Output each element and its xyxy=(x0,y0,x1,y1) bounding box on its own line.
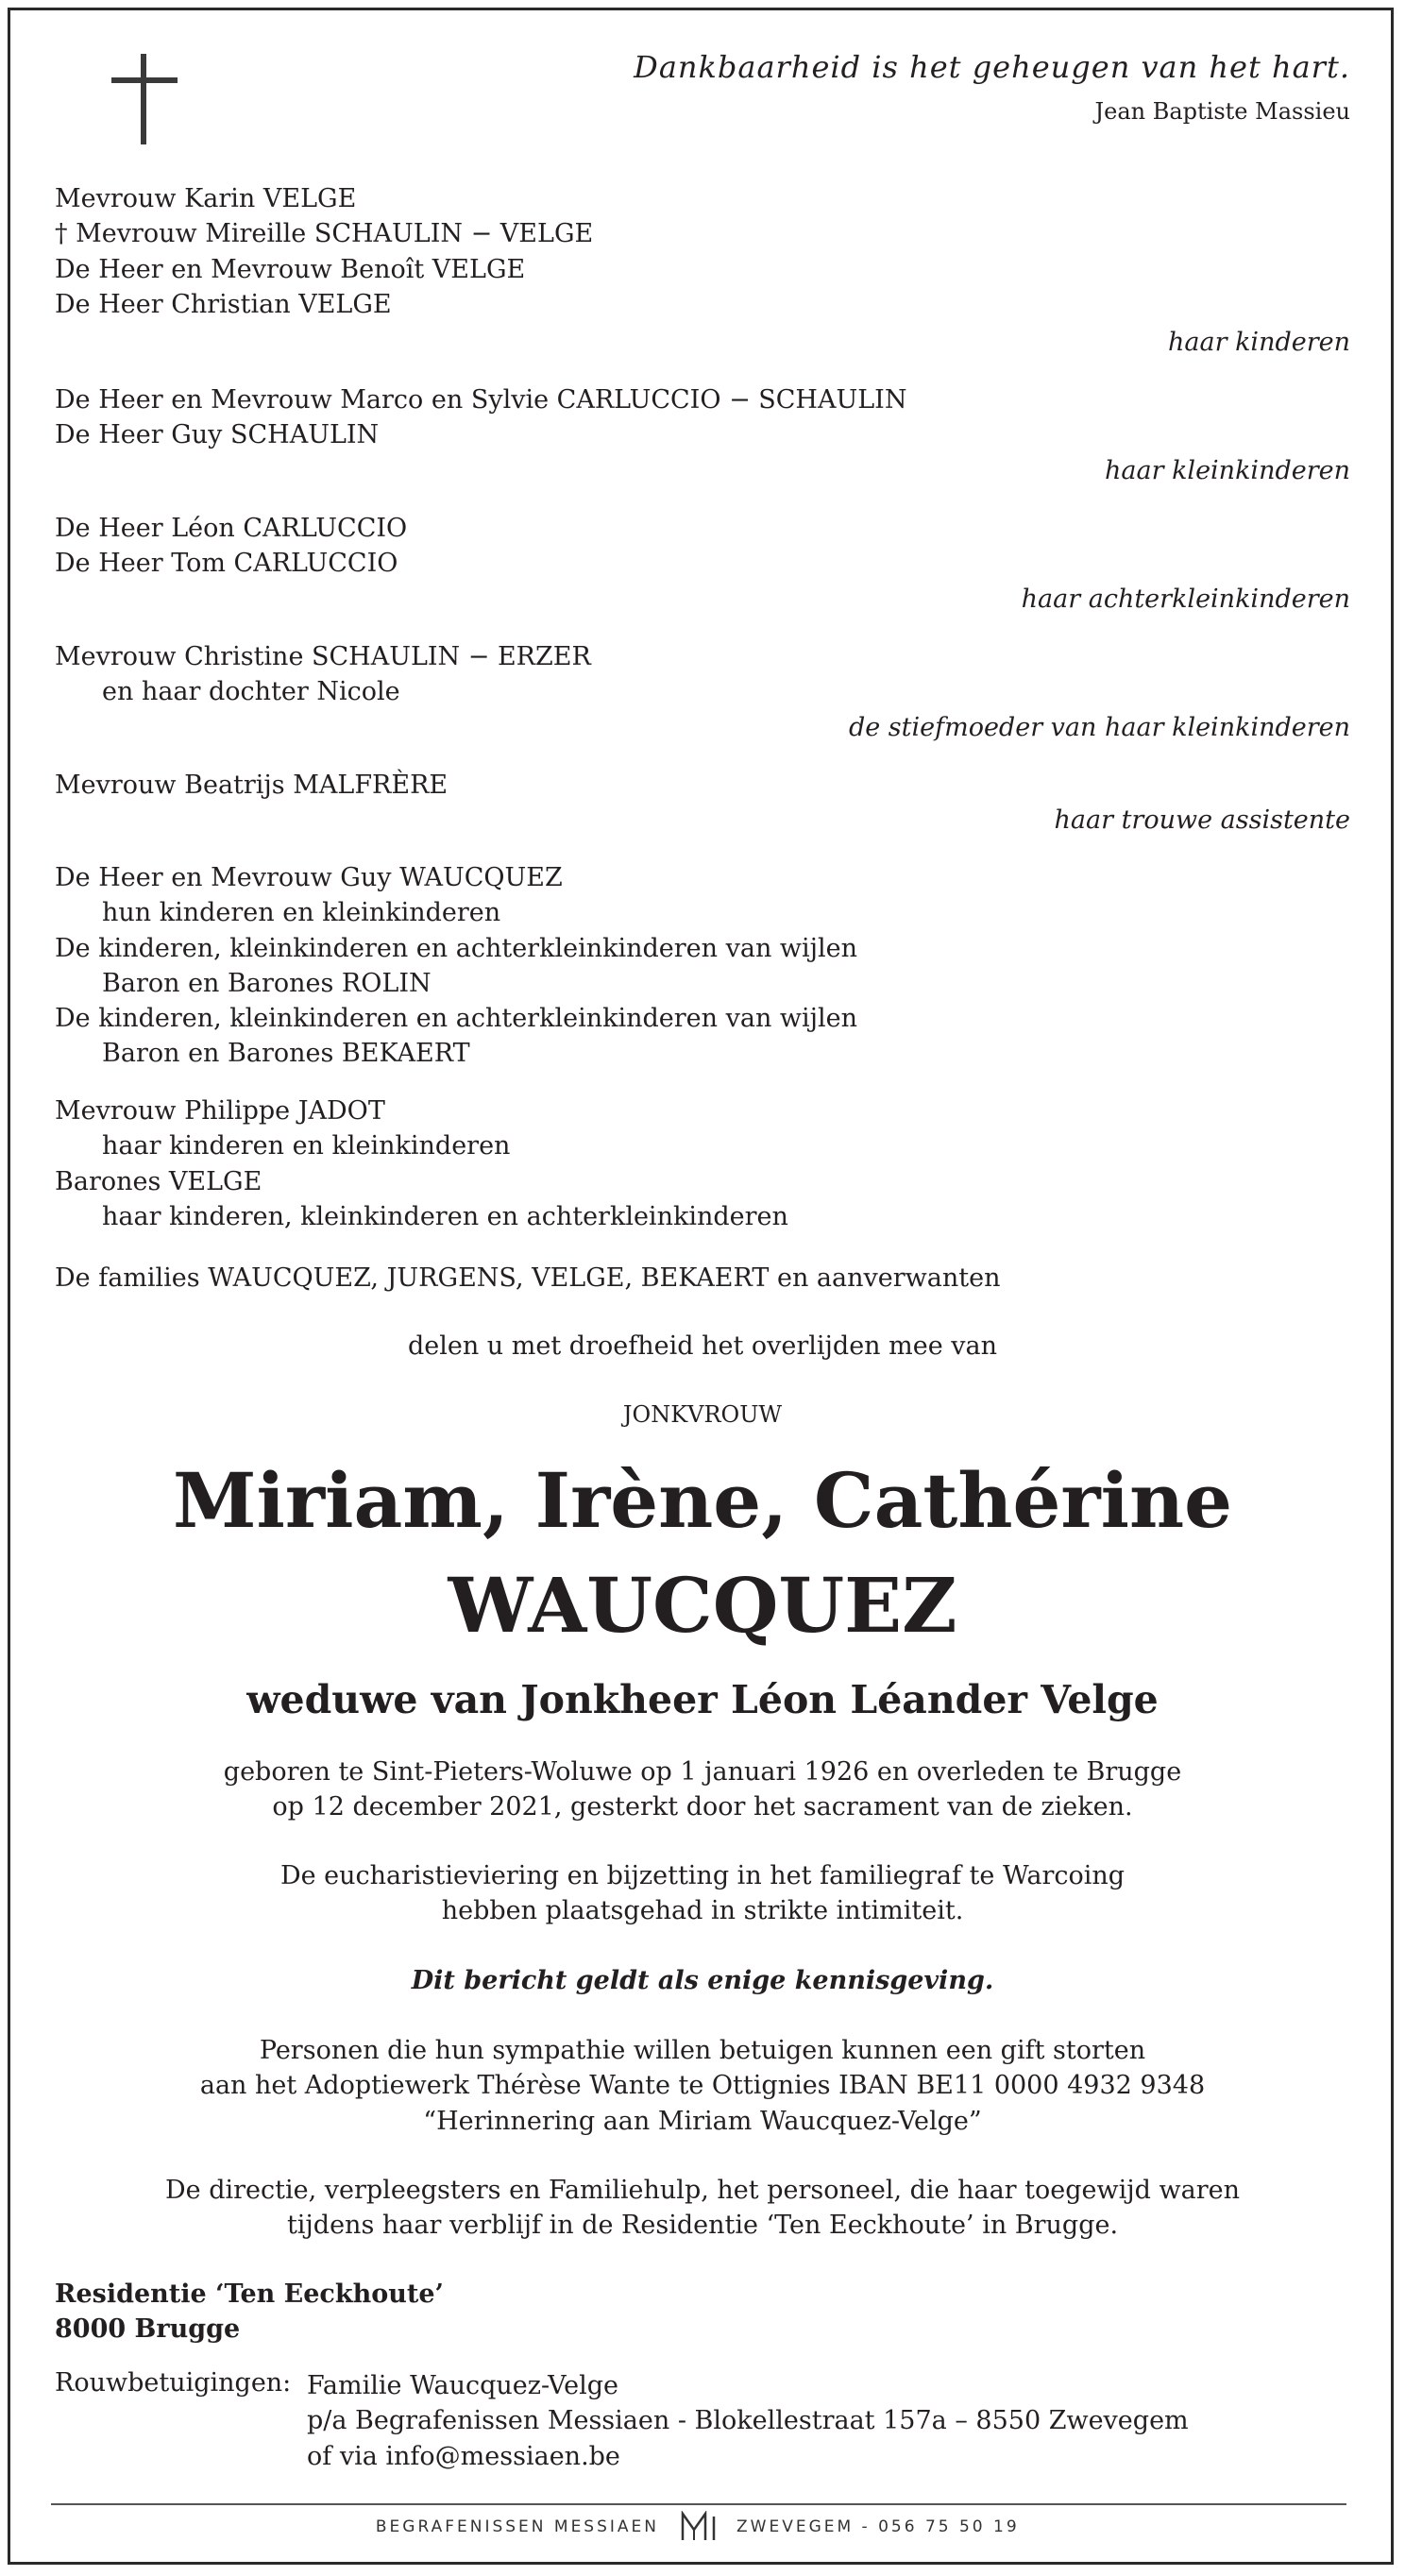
family-line: De Heer Léon CARLUCCIO xyxy=(55,514,408,543)
thanks-info xyxy=(0,2173,1405,2244)
family-line: Baron en Barones BEKAERT xyxy=(102,1039,470,1069)
condolences-line: Familie Waucquez-Velge xyxy=(307,2371,619,2400)
donation-line: aan het Adoptiewerk Thérèse Wante te Ottignies IBAN BE11 0000 4932 9348 xyxy=(199,2071,1206,2101)
family-line: De Heer en Mevrouw Benoît VELGE xyxy=(55,254,526,284)
motto-author: Jean Baptiste Massieu xyxy=(1094,98,1350,125)
family-line: Mevrouw Karin VELGE xyxy=(55,184,357,213)
honorific: JONKVROUW xyxy=(622,1401,783,1428)
family-line: De Heer Guy SCHAULIN xyxy=(55,420,380,450)
ceremony-line: De eucharistieviering en bijzetting in het familiegraf te Warcoing xyxy=(279,1861,1126,1890)
ceremony-info xyxy=(0,1858,1405,1929)
donation-line: Personen die hun sympathie willen betuigen kunnen een gift storten xyxy=(259,2036,1146,2065)
family-group xyxy=(55,860,857,1072)
family-group xyxy=(55,511,407,582)
condolences-line: p/a Begrafenissen Messiaen - Blokellestraat 157a – 8550 Zwevegem xyxy=(307,2406,1189,2436)
family-group xyxy=(55,639,591,710)
donation-info xyxy=(0,2033,1405,2139)
messiaen-logo-icon xyxy=(680,2511,718,2543)
family-role: haar achterkleinkinderen xyxy=(1021,585,1350,614)
family-line: haar kinderen, kleinkinderen en achterkleinkinderen xyxy=(102,1201,788,1231)
motto: Dankbaarheid is het geheugen van het hart. xyxy=(634,49,1350,85)
residence-name: Residentie ‘Ten Eeckhoute’ xyxy=(55,2279,444,2309)
residence-address xyxy=(55,2277,444,2347)
deceased-first-names: Miriam, Irène, Cathérine xyxy=(172,1456,1233,1545)
family-line: Barones VELGE xyxy=(55,1166,262,1196)
family-line: De kinderen, kleinkinderen en achterkleinkinderen van wijlen xyxy=(55,933,858,963)
condolences-address xyxy=(307,2368,1189,2474)
family-line: De Heer en Mevrouw Marco en Sylvie CARLUCCIO − SCHAULIN xyxy=(55,385,907,415)
thanks-line: De directie, verpleegsters en Familiehulp, het personeel, die haar toegewijd waren xyxy=(165,2176,1240,2205)
birth-line: geboren te Sint-Pieters-Woluwe op 1 januari 1926 en overleden te Brugge xyxy=(223,1757,1182,1787)
family-line: De families WAUCQUEZ, JURGENS, VELGE, BEKAERT en aanverwanten xyxy=(55,1263,1001,1293)
family-role: de stiefmoeder van haar kleinkinderen xyxy=(848,713,1350,742)
condolences-label: Rouwbetuigingen: xyxy=(55,2368,292,2398)
family-line: Mevrouw Christine SCHAULIN − ERZER xyxy=(55,642,591,671)
family-group xyxy=(55,382,906,453)
birth-death-info xyxy=(0,1754,1405,1825)
family-line: De Heer en Mevrouw Guy WAUCQUEZ xyxy=(55,863,563,892)
family-line: † Mevrouw Mireille SCHAULIN − VELGE xyxy=(55,219,594,249)
family-line: Mevrouw Philippe JADOT xyxy=(55,1096,385,1126)
announcement: delen u met droefheid het overlijden mee van xyxy=(407,1331,998,1361)
family-line: De Heer Tom CARLUCCIO xyxy=(55,549,398,579)
footer-divider xyxy=(51,2503,1346,2505)
family-line: Baron en Barones ROLIN xyxy=(102,968,432,998)
footer-company: BEGRAFENISSEN MESSIAEN xyxy=(375,2517,659,2536)
family-role: haar kleinkinderen xyxy=(1105,456,1350,485)
family-line: haar kinderen en kleinkinderen xyxy=(102,1131,511,1161)
family-line: hun kinderen en kleinkinderen xyxy=(102,898,501,928)
family-line: De kinderen, kleinkinderen en achterkleinkinderen van wijlen xyxy=(55,1004,858,1034)
donation-line: “Herinnering aan Miriam Waucquez-Velge” xyxy=(423,2106,982,2136)
family-line: De Heer Christian VELGE xyxy=(55,289,392,319)
residence-city: 8000 Brugge xyxy=(55,2314,241,2345)
thanks-line: tijdens haar verblijf in de Residentie ‘Ten Eeckhoute’ in Brugge. xyxy=(286,2211,1119,2241)
death-line: op 12 december 2021, gesterkt door het sacrament van de zieken. xyxy=(272,1792,1133,1822)
family-role: haar kinderen xyxy=(1168,328,1350,357)
family-group xyxy=(55,1093,788,1234)
family-line: en haar dochter Nicole xyxy=(102,677,400,707)
footer-contact: ZWEVEGEM - 056 75 50 19 xyxy=(736,2517,1020,2536)
condolences-email: of via info@messiaen.be xyxy=(307,2441,620,2471)
widow-of: weduwe van Jonkheer Léon Léander Velge xyxy=(246,1677,1159,1722)
family-group xyxy=(55,181,593,322)
family-line: Mevrouw Beatrijs MALFRÈRE xyxy=(55,771,449,800)
family-group xyxy=(55,1261,1000,1296)
deceased-surname: WAUCQUEZ xyxy=(448,1561,957,1650)
family-group xyxy=(55,768,448,803)
family-role: haar trouwe assistente xyxy=(1054,805,1350,835)
ceremony-line: hebben plaatsgehad in strikte intimiteit. xyxy=(441,1896,964,1926)
notice-line: Dit bericht geldt als enige kennisgeving. xyxy=(411,1966,994,1995)
